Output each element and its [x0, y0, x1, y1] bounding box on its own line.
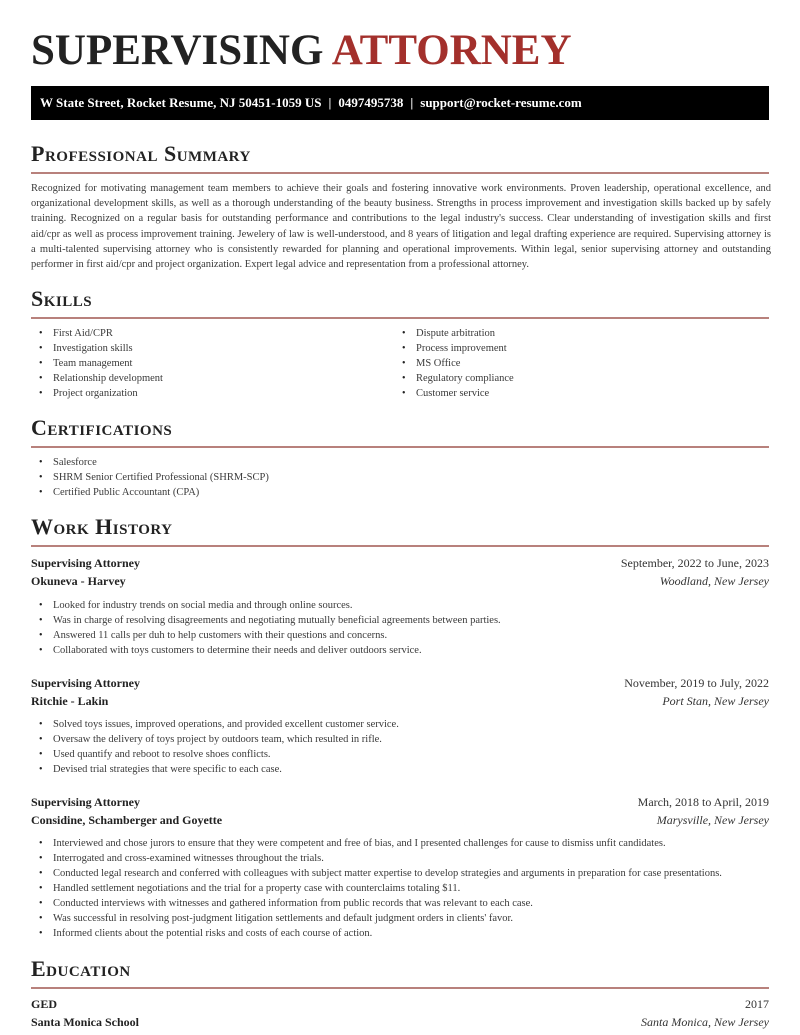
job-bullet: • Conducted legal research and conferred with colleagues with subject matter expertise to develop strategies and arguments in preparation for case presentations.: [31, 866, 722, 881]
job-bullet: • Was successful in resolving post-judgment litigation settlements and default judgment orders in clients' favor.: [31, 911, 722, 926]
certification-item: • Certified Public Accountant (CPA): [31, 485, 269, 500]
summary-text: Recognized for motivating management team members to achieve their goals and fostering innovative work environments. Proven leadership, operational excellence, and organizational development skills, as well as a thorough understanding of the beauty business. Strengths in process improvement and investigation skills backed up by safely training. Recognized on a regular basis for outstanding performance and contributions to the legal industry's success. Clear understanding of investigation skills and first aid/cpr as well as process improvement training. Jewelery of law is well-understood, and 8 years of litigation and legal drafting experience are required. Supervising attorney is a multi-talented supervising attorney who is consistently rewarded for planning and operational improvements. Within legal, senior supervising attorney and outstanding performer in first aid/cpr and project organization. Expert legal advice and representation from a professional attorney.: [31, 183, 771, 271]
skill-item: • Process improvement: [394, 341, 514, 356]
skill-item: • Regulatory compliance: [394, 371, 514, 386]
contact-separator: |: [328, 95, 332, 110]
job-location: Marysville, New Jersey: [656, 813, 769, 827]
job-bullets: [31, 598, 501, 658]
section-title-skills: Skills: [31, 286, 93, 311]
certification-item: • Salesforce: [31, 455, 269, 470]
job-bullet: • Answered 11 calls per duh to help customers with their questions and concerns.: [31, 628, 501, 643]
skill-item: • Relationship development: [31, 371, 163, 386]
skill-item: • Team management: [31, 356, 163, 371]
education-school: Santa Monica School: [31, 1015, 140, 1029]
job-company: Considine, Schamberger and Goyette: [31, 813, 223, 827]
job-bullet: • Was in charge of resolving disagreements and negotiating mutually beneficial agreements between parties.: [31, 613, 501, 628]
job-title: Supervising Attorney: [31, 795, 141, 809]
section-divider: [31, 172, 769, 174]
job-bullet: • Handled settlement negotiations and the trial for a property case with counterclaims totaling $11.: [31, 881, 722, 896]
section-title-certifications: Certifications: [31, 415, 173, 440]
job-bullet: • Used quantify and reboot to resolve shoes conflicts.: [31, 747, 399, 762]
contact-address: W State Street, Rocket Resume, NJ 50451-1059 US: [40, 95, 322, 110]
skill-item: • MS Office: [394, 356, 514, 371]
certification-item: • SHRM Senior Certified Professional (SHRM-SCP): [31, 470, 269, 485]
job-bullet: • Looked for industry trends on social media and through online sources.: [31, 598, 501, 613]
section-title-summary: Professional Summary: [31, 141, 251, 166]
job-location: Port Stan, New Jersey: [662, 694, 769, 708]
job-bullet: • Oversaw the delivery of toys project by outdoors team, which resulted in rifle.: [31, 732, 399, 747]
skill-item: • First Aid/CPR: [31, 326, 163, 341]
contact-phone: 0497495738: [338, 95, 404, 110]
job-dates: November, 2019 to July, 2022: [624, 676, 769, 690]
job-dates: September, 2022 to June, 2023: [620, 556, 769, 570]
job-company: Ritchie - Lakin: [31, 694, 109, 708]
certifications-list: [31, 455, 269, 500]
job-bullet: • Informed clients about the potential risks and costs of each course of action.: [31, 926, 722, 941]
contact-separator: |: [410, 95, 414, 110]
job-bullet: • Collaborated with toys customers to determine their needs and deliver outdoors service.: [31, 643, 501, 658]
skill-item: • Customer service: [394, 386, 514, 401]
section-divider: [31, 317, 769, 319]
section-divider: [31, 446, 769, 448]
section-title-education: Education: [31, 956, 131, 981]
name-last: ATTORNEY: [331, 27, 572, 74]
section-title-work-history: Work History: [31, 514, 173, 539]
job-company: Okuneva - Harvey: [31, 574, 126, 588]
section-divider: [31, 545, 769, 547]
job-bullets: [31, 836, 722, 941]
skills-list-right: [394, 326, 514, 401]
job-bullet: • Interviewed and chose jurors to ensure that they were competent and free of bias, and I presented challenges for cause to dismiss unfit candidates.: [31, 836, 722, 851]
job-bullets: [31, 717, 399, 777]
name-first: SUPERVISING: [31, 27, 324, 74]
job-dates: March, 2018 to April, 2019: [637, 795, 769, 809]
job-location: Woodland, New Jersey: [659, 574, 769, 588]
section-divider: [31, 987, 769, 989]
contact-email: support@rocket-resume.com: [420, 95, 582, 110]
resume-name-heading: [31, 28, 572, 74]
job-bullet: • Devised trial strategies that were specific to each case.: [31, 762, 399, 777]
education-location: Santa Monica, New Jersey: [641, 1015, 769, 1029]
job-title: Supervising Attorney: [31, 676, 141, 690]
education-degree: GED: [31, 997, 58, 1011]
job-bullet: • Conducted interviews with witnesses and gathered information from public records that was relevant to each case.: [31, 896, 722, 911]
skill-item: • Investigation skills: [31, 341, 163, 356]
job-title: Supervising Attorney: [31, 556, 141, 570]
skill-item: • Dispute arbitration: [394, 326, 514, 341]
skill-item: • Project organization: [31, 386, 163, 401]
job-bullet: • Interrogated and cross-examined witnesses throughout the trials.: [31, 851, 722, 866]
skills-list-left: [31, 326, 163, 401]
education-year: 2017: [745, 997, 769, 1011]
contact-bar: [31, 86, 769, 120]
job-bullet: • Solved toys issues, improved operations, and provided excellent customer service.: [31, 717, 399, 732]
